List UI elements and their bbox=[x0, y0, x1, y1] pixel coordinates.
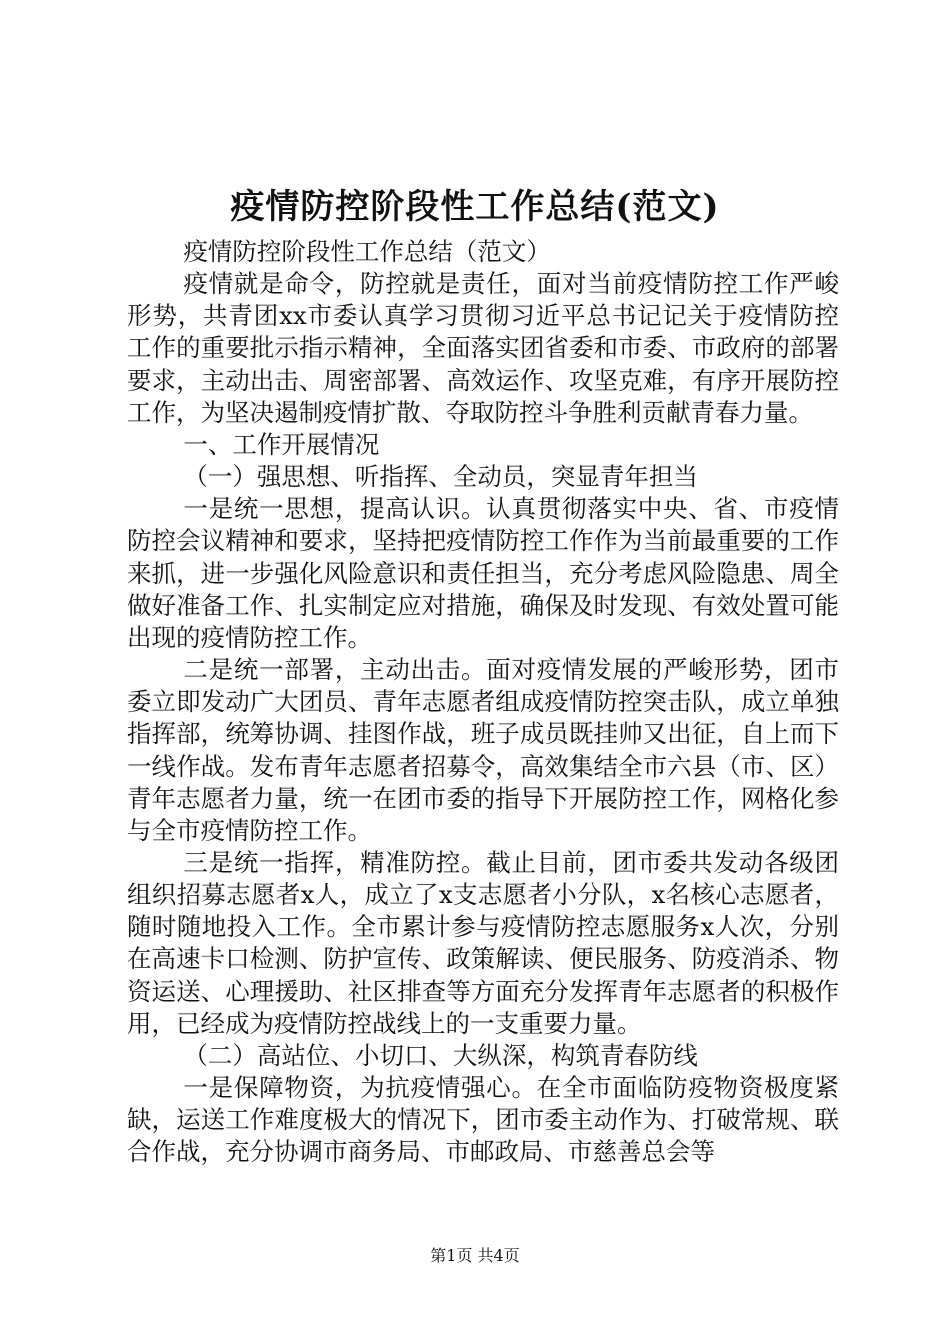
paragraph-intro: 疫情就是命令，防控就是责任，面对当前疫情防控工作严峻形势，共青团xx市委认真学习贯彻习近平总书记记关于疫情防控工作的重要批示指示精神，全面落实团省委和市委、市政府的部署要求，主动出击、周密部署、高效运作、攻坚克难，有序开展防控工作，为坚决遏制疫情扩散、夺取防控斗争胜利贡献青春力量。 bbox=[127, 269, 839, 427]
document-title: 疫情防控阶段性工作总结(范文) bbox=[230, 187, 720, 227]
document-body bbox=[127, 236, 839, 1169]
paragraph-point-3: 三是统一指挥，精准防控。截止目前，团市委共发动各级团组织招募志愿者x人，成立了x支志愿者小分队，x名核心志愿者，随时随地投入工作。全市累计参与疫情防控志愿服务x人次，分别在高速卡口检测、防护宣传、政策解读、便民服务、防疫消杀、物资运送、心理援助、社区排查等方面充分发挥青年志愿者的积极作用，已经成为疫情防控战线上的一支重要力量。 bbox=[127, 847, 839, 1038]
paragraph-point-4: 一是保障物资，为抗疫情强心。在全市面临防疫物资极度紧缺，运送工作难度极大的情况下，团市委主动作为、打破常规、联合作战，充分协调市商务局、市邮政局、市慈善总会等 bbox=[127, 1073, 839, 1167]
paragraph-point-1: 一是统一思想，提高认识。认真贯彻落实中央、省、市疫情防控会议精神和要求，坚持把疫情防控工作作为当前最重要的工作来抓，进一步强化风险意识和责任担当，充分考虑风险隐患、周全做好准备工作、扎实制定应对措施，确保及时发现、有效处置可能出现的疫情防控工作。 bbox=[127, 494, 839, 652]
subsection-heading-1: （一）强思想、听指挥、全动员，突显青年担当 bbox=[183, 462, 698, 492]
page-footer: 第1页 共4页 bbox=[430, 1246, 520, 1265]
paragraph-subtitle: 疫情防控阶段性工作总结（范文） bbox=[183, 237, 551, 266]
paragraph-point-2: 二是统一部署，主动出击。面对疫情发展的严峻形势，团市委立即发动广大团员、青年志愿者组成疫情防控突击队，成立单独指挥部，统筹协调、挂图作战，班子成员既挂帅又出征，自上而下一线作战。发布青年志愿者招募令，高效集结全市六县（市、区）青年志愿者力量，统一在团市委的指导下开展防控工作，网格化参与全市疫情防控工作。 bbox=[127, 655, 839, 845]
section-heading-1: 一、工作开展情况 bbox=[183, 429, 380, 459]
subsection-heading-2: （二）高站位、小切口、大纵深，构筑青春防线 bbox=[183, 1040, 698, 1070]
